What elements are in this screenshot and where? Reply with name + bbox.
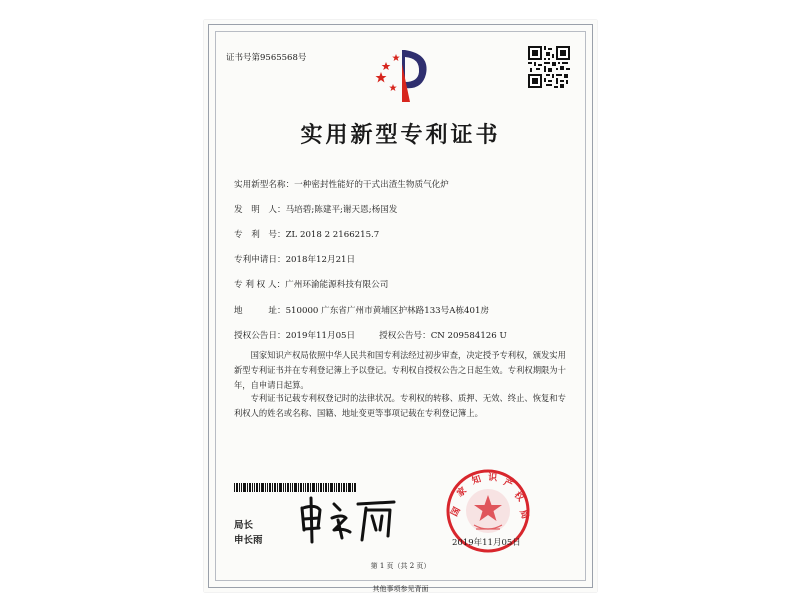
handwritten-signature-icon <box>294 490 404 545</box>
statement-line: 年，自申请日起算。 <box>234 380 309 390</box>
announcement-number-value: CN 209584126 U <box>430 331 507 341</box>
field-label: 专 利 权 人： <box>234 280 286 290</box>
field-label: 专利申请日： <box>234 255 286 265</box>
statement-line: 国家知识产权局依照中华人民共和国专利法经过初步审查，决定授予专利权，颁发实用 <box>234 350 566 360</box>
grant-statement <box>234 348 570 393</box>
field-row-name <box>234 178 449 190</box>
field-value: 一种密封性能好的干式出渣生物质气化炉 <box>294 180 449 190</box>
page-number: 第 1 页（共 2 页） <box>370 562 431 570</box>
field-value: 2018年12月21日 <box>285 255 356 265</box>
statement-line: 专利证书记载专利权登记时的法律状况。专利权的转移、质押、无效、终止、恢复和专 <box>234 393 566 403</box>
field-label: 实用新型名称： <box>234 180 295 190</box>
field-label: 地 址： <box>234 306 286 316</box>
statement-line: 利权人的姓名或名称、国籍、地址变更等事项记载在专利登记簿上。 <box>234 408 483 418</box>
announcement-number-label: 授权公告号： <box>379 331 431 341</box>
certificate-title: 实用新型专利证书 <box>300 122 501 148</box>
announcement-date-label: 授权公告日： <box>234 331 286 341</box>
field-label: 发 明 人： <box>234 205 286 215</box>
footer-note: 其他事项参见背面 <box>372 585 429 593</box>
field-value: 广州环渝能源科技有限公司 <box>285 280 389 290</box>
announcement-date-value: 2019年11月05日 <box>285 331 356 341</box>
field-value: ZL 2018 2 2166215.7 <box>285 230 380 240</box>
legal-status-statement <box>234 391 570 421</box>
field-row-patentee <box>234 278 388 290</box>
field-row-filing-date <box>234 253 355 265</box>
field-row-inventors <box>234 203 397 215</box>
certificate-number: 证书号第9565568号 <box>226 53 307 63</box>
field-row-patent-number <box>234 228 379 240</box>
seal-date: 2019年11月05日 <box>452 538 521 548</box>
statement-line: 新型专利证书并在专利登记簿上予以登记。专利权自授权公告之日起生效。专利权期限为十 <box>234 365 566 375</box>
svg-text:权: 权 <box>511 490 526 504</box>
cnipa-emblem-icon <box>372 44 434 106</box>
field-row-address <box>234 304 489 316</box>
svg-text:家: 家 <box>455 485 469 500</box>
svg-text:知: 知 <box>470 474 483 487</box>
svg-text:局: 局 <box>517 508 530 521</box>
field-value: 马培碧;陈建平;谢天恩;杨国发 <box>285 205 398 215</box>
field-label: 专 利 号： <box>234 230 286 240</box>
field-value: 510000 广东省广州市黄埔区护林路133号A栋401房 <box>285 306 490 316</box>
signer-title: 局长 <box>234 520 254 531</box>
field-row-announcement <box>234 329 507 341</box>
svg-text:国: 国 <box>449 505 463 519</box>
svg-text:产: 产 <box>501 477 515 491</box>
signer-name: 申长雨 <box>234 535 263 546</box>
svg-text:识: 识 <box>487 473 498 484</box>
qr-code-icon <box>528 46 570 88</box>
patent-certificate <box>204 20 597 592</box>
